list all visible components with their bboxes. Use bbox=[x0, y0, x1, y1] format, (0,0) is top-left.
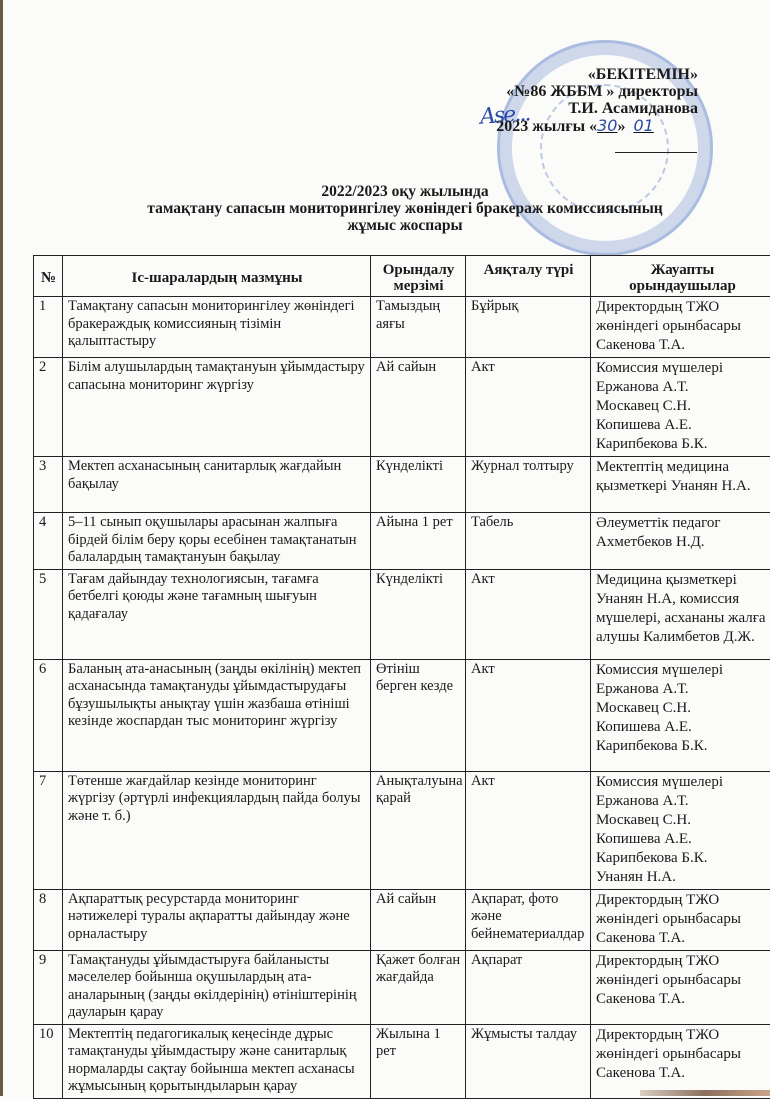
row-responsible bbox=[591, 659, 770, 771]
row-number: 10 bbox=[34, 1024, 63, 1098]
row-responsible bbox=[591, 771, 770, 889]
row-content: Тамақтану сапасын мониторингілеу жөніндегі бракераждық комиссияның тізімін қалыптастыру bbox=[63, 297, 371, 358]
date-month: 01 bbox=[633, 116, 653, 135]
row-number: 7 bbox=[34, 771, 63, 889]
approval-heading: «БЕКІТЕМІН» bbox=[506, 66, 698, 83]
work-plan-table bbox=[33, 255, 770, 1099]
header-responsible: Жауапты орындаушылар bbox=[591, 256, 770, 297]
row-completion: Бұйрық bbox=[466, 297, 591, 358]
signature-line bbox=[615, 152, 697, 153]
table-row bbox=[34, 659, 770, 771]
row-content: Білім алушылардың тамақтануын ұйымдастыру сапасына мониторинг жүргізу bbox=[63, 358, 371, 457]
row-content: Баланың ата-анасының (заңды өкілінің) мектеп асханасында тамақтануды ұйымдастырудағы бұзушылықты анықтау үшін жазбаша өтініші кезінде жоспардан тыс мониторинг жүргізу bbox=[63, 659, 371, 771]
row-responsible bbox=[591, 569, 770, 659]
row-deadline: Айына 1 рет bbox=[371, 513, 466, 570]
responsible-person: Медицина қызметкері Унанян Н.А, комиссия мүшелері, асхананы жалға алушы Калимбетов Д.Ж. bbox=[596, 571, 769, 647]
row-deadline: Жылына 1 рет bbox=[371, 1024, 466, 1098]
row-number: 3 bbox=[34, 457, 63, 513]
table-row bbox=[34, 457, 770, 513]
row-content: Мектеп асханасының санитарлық жағдайын бақылау bbox=[63, 457, 371, 513]
row-content: 5–11 сынып оқушылары арасынан жалпыға бірдей білім беру қоры есебінен тамақтанатын балалардың тамақтануын бақылау bbox=[63, 513, 371, 570]
row-content: Тамақтануды ұйымдастыруға байланысты мәселелер бойынша оқушылардың ата-аналарының (заңды өкілдерінің) өтініштерінің дауларын қарау bbox=[63, 950, 371, 1024]
responsible-person: Әлеуметтік педагог Ахметбеков Н.Д. bbox=[596, 514, 769, 552]
director-signature: Ase... bbox=[479, 101, 530, 129]
row-number: 5 bbox=[34, 569, 63, 659]
approval-org: «№86 ЖББМ » директоры bbox=[506, 83, 698, 100]
row-responsible bbox=[591, 1024, 770, 1098]
header-completion: Аяқталу түрі bbox=[466, 256, 591, 297]
row-responsible bbox=[591, 358, 770, 457]
row-deadline: Ай сайын bbox=[371, 889, 466, 950]
responsible-person: Директордың ТЖО жөніндегі орынбасары Сакенова Т.А. bbox=[596, 1026, 769, 1083]
row-deadline: Өтініш берген кезде bbox=[371, 659, 466, 771]
table-row bbox=[34, 358, 770, 457]
row-content: Мектептің педагогикалық кеңесінде дұрыс тамақтануды ұйымдастыру және санитарлық нормаларды сақтау бойынша мектеп асханасы жұмысының қорытындыларын қарау bbox=[63, 1024, 371, 1098]
row-completion: Жұмысты талдау bbox=[466, 1024, 591, 1098]
table-row bbox=[34, 889, 770, 950]
date-mid: » bbox=[617, 118, 625, 135]
responsible-person: Комиссия мүшелері bbox=[596, 661, 769, 680]
row-number: 6 bbox=[34, 659, 63, 771]
header-no: № bbox=[34, 256, 63, 297]
row-responsible bbox=[591, 889, 770, 950]
row-deadline: Тамыздың аяғы bbox=[371, 297, 466, 358]
row-number: 8 bbox=[34, 889, 63, 950]
date-prefix: 2023 жылғы « bbox=[496, 118, 597, 135]
row-completion: Акт bbox=[466, 358, 591, 457]
responsible-person: Копишева А.Е. bbox=[596, 830, 769, 849]
row-content: Ақпараттық ресурстарда мониторинг нәтижелері туралы ақпаратты дайындау және орналастыру bbox=[63, 889, 371, 950]
responsible-person: Комиссия мүшелері bbox=[596, 773, 769, 792]
row-completion: Ақпарат, фото және бейнематериалдар bbox=[466, 889, 591, 950]
responsible-person: Копишева А.Е. bbox=[596, 416, 769, 435]
row-completion: Акт bbox=[466, 569, 591, 659]
row-completion: Табель bbox=[466, 513, 591, 570]
row-responsible bbox=[591, 950, 770, 1024]
row-completion: Акт bbox=[466, 659, 591, 771]
table-row bbox=[34, 297, 770, 358]
table-row bbox=[34, 771, 770, 889]
row-content: Төтенше жағдайлар кезінде мониторинг жүргізу (әртүрлі инфекциялардың пайда болуы және т. б.) bbox=[63, 771, 371, 889]
row-responsible bbox=[591, 297, 770, 358]
row-responsible bbox=[591, 457, 770, 513]
row-number: 1 bbox=[34, 297, 63, 358]
row-number: 2 bbox=[34, 358, 63, 457]
date-day: 30 bbox=[597, 116, 617, 135]
document-title bbox=[0, 183, 770, 234]
header-content: Іс-шаралардың мазмұны bbox=[63, 256, 371, 297]
responsible-person: Карипбекова Б.К. bbox=[596, 435, 769, 454]
row-responsible bbox=[591, 513, 770, 570]
row-deadline: Ай сайын bbox=[371, 358, 466, 457]
table-row bbox=[34, 950, 770, 1024]
table-row bbox=[34, 513, 770, 570]
row-deadline: Күнделікті bbox=[371, 457, 466, 513]
approval-date bbox=[496, 117, 698, 135]
responsible-person: Комиссия мүшелері bbox=[596, 359, 769, 378]
approval-name: Т.И. Асамиданова bbox=[506, 100, 698, 117]
row-deadline: Қажет болған жағдайда bbox=[371, 950, 466, 1024]
responsible-person: Директордың ТЖО жөніндегі орынбасары Сакенова Т.А. bbox=[596, 952, 769, 1009]
responsible-person: Ержанова А.Т. bbox=[596, 792, 769, 811]
responsible-person: Директордың ТЖО жөніндегі орынбасары Сакенова Т.А. bbox=[596, 891, 769, 948]
table-row bbox=[34, 1024, 770, 1098]
responsible-person: Карипбекова Б.К. bbox=[596, 849, 769, 868]
row-deadline: Күнделікті bbox=[371, 569, 466, 659]
row-completion: Акт bbox=[466, 771, 591, 889]
responsible-person: Копишева А.Е. bbox=[596, 718, 769, 737]
table-header-row bbox=[34, 256, 770, 297]
header-deadline: Орындалу мерзімі bbox=[371, 256, 466, 297]
approval-block bbox=[506, 66, 698, 135]
title-line-3: жұмыс жоспары bbox=[0, 217, 770, 234]
responsible-person: Москавец С.Н. bbox=[596, 699, 769, 718]
row-content: Тағам дайындау технологиясын, тағамға бетбелгі қоюды және тағамның шығуын қадағалау bbox=[63, 569, 371, 659]
row-number: 4 bbox=[34, 513, 63, 570]
row-completion: Журнал толтыру bbox=[466, 457, 591, 513]
responsible-person: Москавец С.Н. bbox=[596, 811, 769, 830]
scan-edge bbox=[0, 0, 3, 1096]
title-line-1: 2022/2023 оқу жылында bbox=[0, 183, 770, 200]
responsible-person: Ержанова А.Т. bbox=[596, 680, 769, 699]
responsible-person: Карипбекова Б.К. bbox=[596, 737, 769, 756]
responsible-person: Мектептің медицина қызметкері Унанян Н.А. bbox=[596, 458, 769, 496]
responsible-person: Ержанова А.Т. bbox=[596, 378, 769, 397]
responsible-person: Унанян Н.А. bbox=[596, 868, 769, 887]
row-completion: Ақпарат bbox=[466, 950, 591, 1024]
title-line-2: тамақтану сапасын мониторингілеу жөніндегі бракераж комиссиясының bbox=[0, 200, 770, 217]
row-number: 9 bbox=[34, 950, 63, 1024]
row-deadline: Анықталуына қарай bbox=[371, 771, 466, 889]
responsible-person: Директордың ТЖО жөніндегі орынбасары Сакенова Т.А. bbox=[596, 298, 769, 355]
responsible-person: Москавец С.Н. bbox=[596, 397, 769, 416]
table-row bbox=[34, 569, 770, 659]
